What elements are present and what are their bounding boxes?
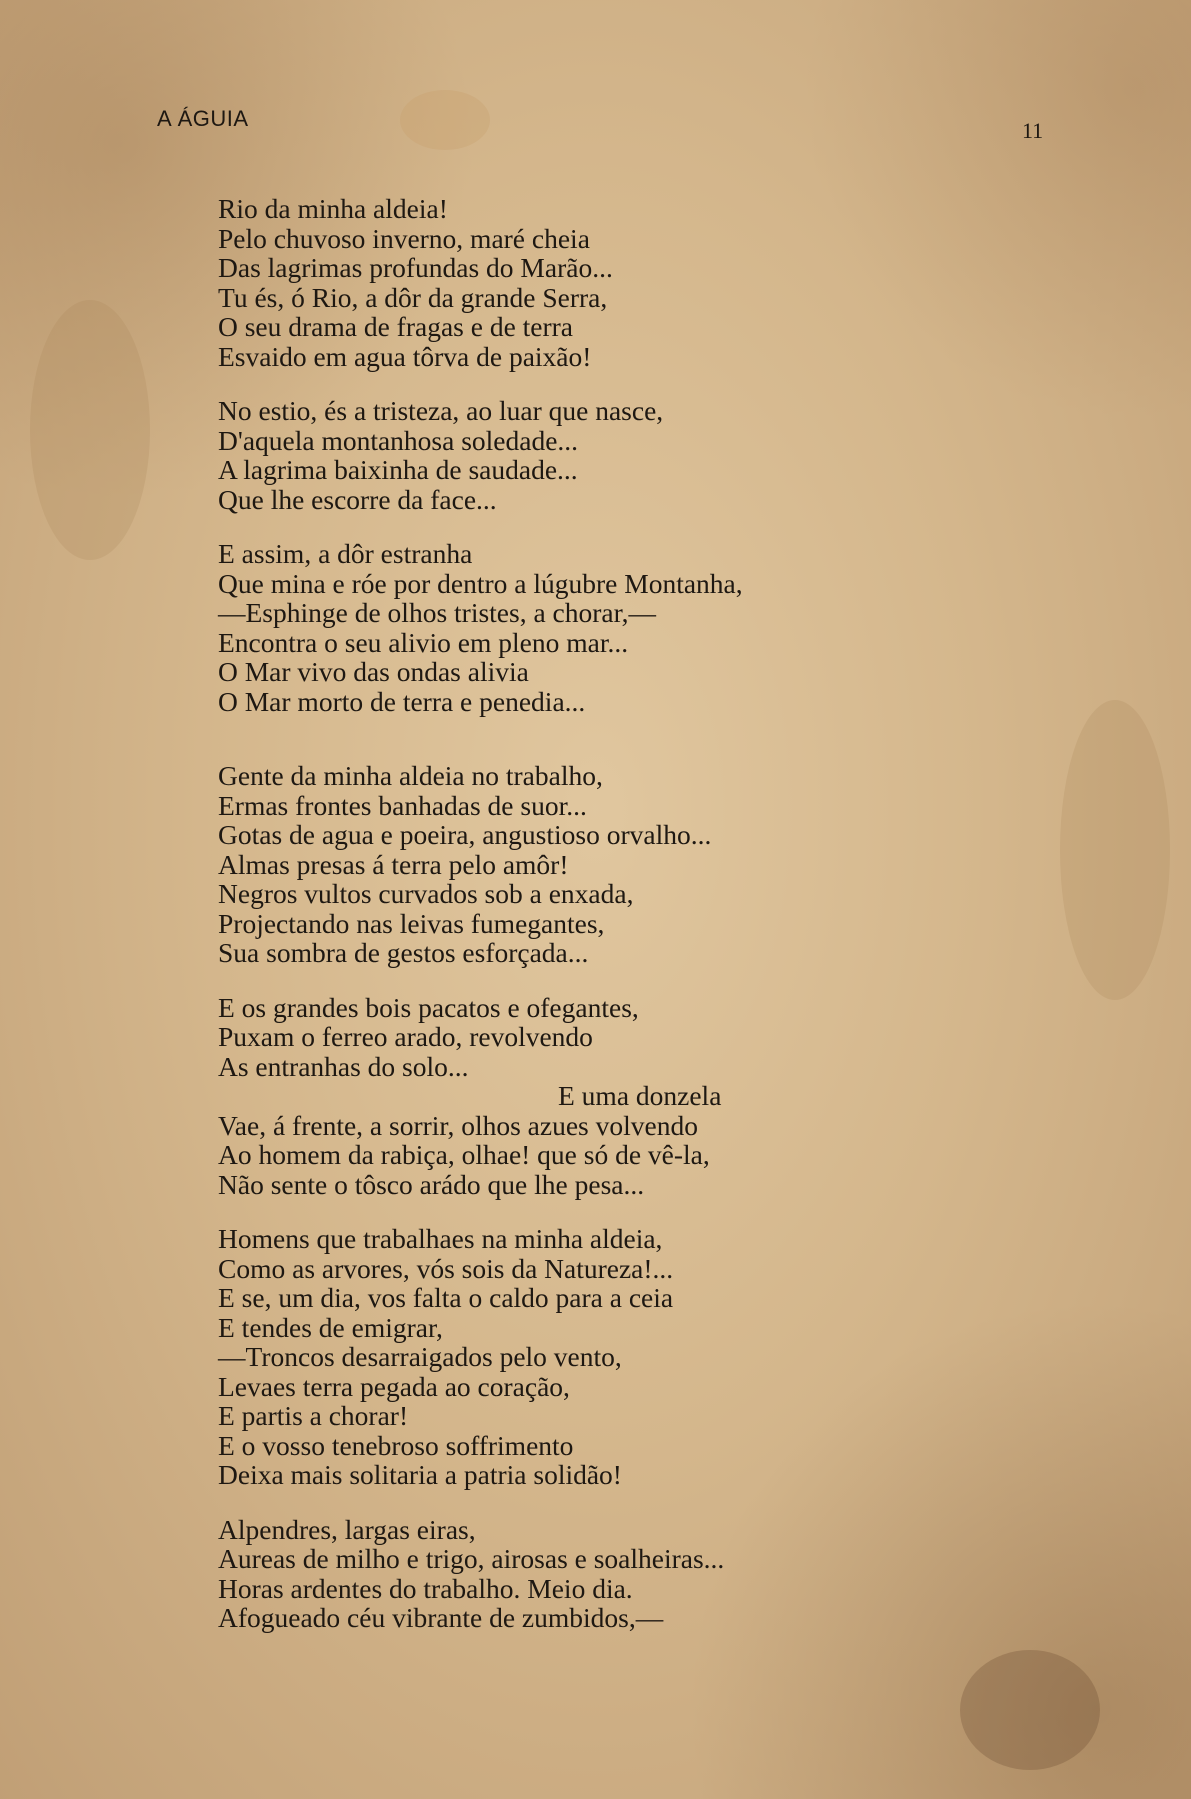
poem-line: Sua sombra de gestos esforçada... <box>218 937 589 968</box>
poem-line: Gotas de agua e poeira, angustioso orvalho... <box>218 819 712 850</box>
stanza <box>218 761 938 968</box>
poem-line: Rio da minha aldeia! <box>218 193 448 224</box>
poem-line: Negros vultos curvados sob a enxada, <box>218 878 634 909</box>
poem-line: Aureas de milho e trigo, airosas e soalheiras... <box>218 1543 725 1574</box>
poem-line: Encontra o seu alivio em pleno mar... <box>218 626 629 658</box>
poem-line: Ao homem da rabiça, olhae! que só de vê-la, <box>218 1139 710 1170</box>
poem-line: Ermas frontes banhadas de suor... <box>218 789 587 821</box>
poem-line: O Mar vivo das ondas alivia <box>218 656 529 687</box>
poem-line: Vae, á frente, a sorrir, olhos azues volvendo <box>218 1109 698 1141</box>
stanza <box>218 539 938 716</box>
poem-line: Alpendres, largas eiras, <box>218 1513 476 1545</box>
poem-line: Levaes terra pegada ao coração, <box>218 1370 570 1402</box>
poem-line: Puxam o ferreo arado, revolvendo <box>218 1021 593 1052</box>
poem-line: Almas presas á terra pelo amôr! <box>218 848 569 880</box>
poem-line: Homens que trabalhaes na minha aldeia, <box>218 1223 663 1254</box>
poem-line: Que mina e róe por dentro a lúgubre Montanha, <box>218 567 743 599</box>
stanza <box>218 1515 938 1633</box>
poem-line: Gente da minha aldeia no trabalho, <box>218 760 603 791</box>
paper-stain <box>400 90 490 150</box>
stanza <box>218 194 938 371</box>
stanza <box>218 993 938 1200</box>
poem-body <box>218 194 938 1658</box>
poem-line: —Esphinge de olhos tristes, a chorar,— <box>218 597 657 628</box>
poem-line: A lagrima baixinha de saudade... <box>218 454 578 485</box>
paper-stain <box>1060 700 1170 1000</box>
running-head: A ÁGUIA <box>157 106 249 131</box>
page-number: 11 <box>1022 118 1044 143</box>
poem-line: O seu drama de fragas e de terra <box>218 311 574 342</box>
poem-line: E uma donzela <box>558 1080 722 1111</box>
poem-line: Não sente o tôsco arádo que lhe pesa... <box>218 1168 645 1200</box>
poem-line: E se, um dia, vos falta o caldo para a ceia <box>218 1282 674 1313</box>
poem-line: E os grandes bois pacatos e ofegantes, <box>218 991 639 1023</box>
poem-line: E tendes de emigrar, <box>218 1311 443 1343</box>
paper-stain <box>960 1650 1100 1770</box>
poem-line: Pelo chuvoso inverno, maré cheia <box>218 222 590 254</box>
poem-line: E assim, a dôr estranha <box>218 538 473 569</box>
poem-line: Deixa mais solitaria a patria solidão! <box>218 1459 622 1490</box>
poem-line: Das lagrimas profundas do Marão... <box>218 252 613 283</box>
poem-line: E partis a chorar! <box>218 1400 409 1431</box>
poem-line: As entranhas do solo... <box>218 1050 469 1082</box>
poem-line: O Mar morto de terra e penedia... <box>218 685 586 717</box>
poem-line: Como as arvores, vós sois da Natureza!... <box>218 1252 674 1284</box>
poem-line: —Troncos desarraigados pelo vento, <box>218 1341 622 1372</box>
poem-line: Que lhe escorre da face... <box>218 483 497 515</box>
poem-line: Projectando nas leivas fumegantes, <box>218 907 605 939</box>
poem-line: Afogueado céu vibrante de zumbidos,— <box>218 1602 664 1633</box>
poem-line: No estio, és a tristeza, ao luar que nasce, <box>218 395 664 426</box>
stanza <box>218 1224 938 1490</box>
poem-line: Horas ardentes do trabalho. Meio dia. <box>218 1572 633 1604</box>
stanza <box>218 396 938 514</box>
poem-line: Tu és, ó Rio, a dôr da grande Serra, <box>218 281 608 313</box>
paper-stain <box>30 300 150 560</box>
poem-line: E o vosso tenebroso soffrimento <box>218 1429 574 1461</box>
poem-line: Esvaido em agua tôrva de paixão! <box>218 340 592 372</box>
poem-line: D'aquela montanhosa soledade... <box>218 424 579 456</box>
